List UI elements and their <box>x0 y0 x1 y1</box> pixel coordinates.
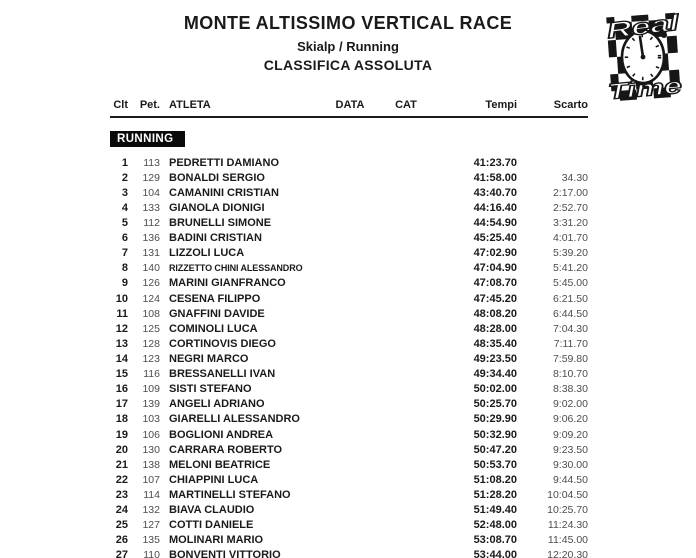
bib-cell: 135 <box>142 534 160 547</box>
time-cell: 45:25.40 <box>473 232 517 245</box>
time-cell: 41:58.00 <box>473 171 517 184</box>
bib-cell: 128 <box>142 337 160 350</box>
athlete-cell: GIARELLI ALESSANDRO <box>169 413 300 426</box>
time-cell: 47:04.90 <box>473 262 517 275</box>
time-cell: 51:28.20 <box>473 488 517 501</box>
bib-cell: 110 <box>143 549 160 558</box>
bib-cell: 140 <box>142 262 160 275</box>
rank-cell: 20 <box>115 443 128 456</box>
gap-cell: 5:39.20 <box>552 247 588 260</box>
table-row <box>110 246 588 261</box>
time-cell: 49:23.50 <box>473 352 517 365</box>
table-row <box>110 231 588 246</box>
realtime-logo <box>600 4 690 106</box>
table-row-partial <box>110 548 588 558</box>
gap-cell: 10:04.50 <box>547 488 588 501</box>
athlete-cell: CARRARA ROBERTO <box>169 443 283 456</box>
athlete-cell: CHIAPPINI LUCA <box>169 473 259 486</box>
table-row <box>110 215 588 230</box>
time-cell: 51:49.40 <box>473 504 517 517</box>
table-row <box>110 170 588 185</box>
rank-cell: 6 <box>121 232 128 245</box>
bib-cell: 133 <box>142 201 160 214</box>
time-cell: 41:23.70 <box>473 156 517 169</box>
gap-cell: 10:25.70 <box>547 504 588 517</box>
section-badge-running: RUNNING <box>110 131 185 147</box>
bib-cell: 138 <box>142 458 160 471</box>
table-row <box>110 306 588 321</box>
classification-title: CLASSIFICA ASSOLUTA <box>263 57 433 73</box>
time-cell: 47:45.20 <box>473 292 517 305</box>
gap-cell: 9:06.20 <box>552 413 588 426</box>
logo-text-time: Time <box>606 74 660 105</box>
rank-cell: 9 <box>121 277 128 290</box>
rank-cell: 8 <box>121 262 128 275</box>
gap-cell: 7:11.70 <box>553 337 588 350</box>
athlete-cell: MOLINARI MARIO <box>169 534 264 547</box>
table-header <box>110 99 588 118</box>
rank-cell: 27 <box>115 549 128 558</box>
table-row <box>110 261 588 276</box>
col-header-pet: Pet. <box>139 99 160 111</box>
gap-cell: 2:52.70 <box>552 201 588 214</box>
gap-cell: 5:45.00 <box>552 277 588 290</box>
table-row <box>110 472 588 487</box>
gap-cell: 34.30 <box>561 171 588 184</box>
col-header-atleta: ATLETA <box>169 99 211 111</box>
athlete-cell: COTTI DANIELE <box>169 519 254 532</box>
time-cell: 52:48.00 <box>473 519 517 532</box>
race-subtitle: Skialp / Running <box>297 39 399 54</box>
gap-cell: 9:09.20 <box>552 428 588 441</box>
rank-cell: 4 <box>121 201 128 214</box>
col-header-scarto: Scarto <box>553 99 588 111</box>
bib-cell: 136 <box>142 232 160 245</box>
table-row <box>110 442 588 457</box>
gap-cell: 9:23.50 <box>552 443 588 456</box>
rank-cell: 13 <box>115 337 128 350</box>
time-cell: 53:08.70 <box>473 534 517 547</box>
table-row <box>110 397 588 412</box>
athlete-cell: BIAVA CLAUDIO <box>169 504 255 517</box>
rank-cell: 22 <box>115 473 128 486</box>
time-cell: 47:08.70 <box>473 277 517 290</box>
bib-cell: 107 <box>142 473 160 486</box>
time-cell: 48:28.00 <box>473 322 517 335</box>
table-row <box>110 503 588 518</box>
gap-cell: 12:20.30 <box>547 549 588 558</box>
bib-cell: 116 <box>143 368 160 381</box>
athlete-cell: CESENA FILIPPO <box>169 292 261 305</box>
time-cell: 44:54.90 <box>473 216 517 229</box>
rank-cell: 16 <box>115 383 128 396</box>
table-row <box>110 367 588 382</box>
athlete-cell: NEGRI MARCO <box>169 352 249 365</box>
time-cell: 48:08.20 <box>473 307 517 320</box>
gap-cell: 9:44.50 <box>552 473 588 486</box>
athlete-cell: MELONI BEATRICE <box>169 458 271 471</box>
athlete-cell: SISTI STEFANO <box>169 383 252 396</box>
time-cell: 53:44.00 <box>473 549 517 558</box>
rank-cell: 15 <box>115 368 128 381</box>
col-header-clt: Clt <box>113 99 128 111</box>
rank-cell: 17 <box>115 398 128 411</box>
bib-cell: 132 <box>142 504 160 517</box>
bib-cell: 124 <box>142 292 160 305</box>
athlete-cell: CAMANINI CRISTIAN <box>169 186 279 199</box>
gap-cell: 8:38.30 <box>552 383 588 396</box>
bib-cell: 125 <box>142 322 160 335</box>
bib-cell: 108 <box>142 307 160 320</box>
bib-cell: 113 <box>143 156 160 169</box>
time-cell: 50:47.20 <box>473 443 517 456</box>
time-cell: 49:34.40 <box>473 368 517 381</box>
gap-cell: 9:02.00 <box>552 398 588 411</box>
bib-cell: 114 <box>143 488 160 501</box>
athlete-cell: BONVENTI VITTORIO <box>169 549 281 558</box>
athlete-cell: GIANOLA DIONIGI <box>169 201 265 214</box>
gap-cell: 7:04.30 <box>552 322 588 335</box>
rank-cell: 25 <box>115 519 128 532</box>
gap-cell: 7:59.80 <box>552 352 588 365</box>
table-row <box>110 276 588 291</box>
rank-cell: 24 <box>115 504 128 517</box>
athlete-cell: BONALDI SERGIO <box>169 171 265 184</box>
rank-cell: 12 <box>115 322 128 335</box>
gap-cell: 4:01.70 <box>552 232 588 245</box>
time-cell: 43:40.70 <box>473 186 517 199</box>
athlete-cell: BRESSANELLI IVAN <box>169 368 276 381</box>
bib-cell: 127 <box>142 519 160 532</box>
gap-cell: 11:45.00 <box>547 534 588 547</box>
col-header-data: DATA <box>335 99 365 111</box>
athlete-cell: MARTINELLI STEFANO <box>169 488 291 501</box>
table-row <box>110 382 588 397</box>
rank-cell: 14 <box>115 352 128 365</box>
rank-cell: 3 <box>121 186 128 199</box>
table-row <box>110 427 588 442</box>
time-cell: 47:02.90 <box>473 247 517 260</box>
rank-cell: 19 <box>115 428 128 441</box>
gap-cell: 3:31.20 <box>552 216 588 229</box>
time-cell: 50:02.00 <box>473 383 517 396</box>
table-row <box>110 351 588 366</box>
bib-cell: 139 <box>142 398 160 411</box>
bib-cell: 123 <box>142 352 160 365</box>
table-row <box>110 155 588 170</box>
time-cell: 50:32.90 <box>473 428 517 441</box>
checkered-flag-stopwatch-icon <box>600 4 690 106</box>
gap-cell: 6:44.50 <box>552 307 588 320</box>
rank-cell: 18 <box>115 413 128 426</box>
table-row <box>110 487 588 502</box>
bib-cell: 106 <box>142 428 160 441</box>
bib-cell: 109 <box>142 383 160 396</box>
athlete-cell: PEDRETTI DAMIANO <box>169 156 279 169</box>
table-row <box>110 412 588 427</box>
athlete-cell: CORTINOVIS DIEGO <box>169 337 276 350</box>
table-row <box>110 457 588 472</box>
bib-cell: 103 <box>142 413 160 426</box>
rank-cell: 2 <box>121 171 128 184</box>
time-cell: 50:53.70 <box>473 458 517 471</box>
rank-cell: 5 <box>121 216 128 229</box>
table-row <box>110 518 588 533</box>
logo-text-real: Real <box>605 12 655 44</box>
rank-cell: 7 <box>121 247 128 260</box>
table-row <box>110 185 588 200</box>
col-header-tempi: Tempi <box>485 99 517 111</box>
bib-cell: 131 <box>142 247 160 260</box>
athlete-cell: BOGLIONI ANDREA <box>169 428 274 441</box>
athlete-cell: MARINI GIANFRANCO <box>169 277 286 290</box>
bib-cell: 112 <box>143 216 160 229</box>
time-cell: 51:08.20 <box>473 473 517 486</box>
gap-cell: 9:30.00 <box>552 458 588 471</box>
gap-cell: 6:21.50 <box>552 292 588 305</box>
athlete-cell: LIZZOLI LUCA <box>169 247 245 260</box>
rank-cell: 1 <box>121 156 128 169</box>
table-row <box>110 200 588 215</box>
athlete-cell: ANGELI ADRIANO <box>169 398 265 411</box>
rank-cell: 21 <box>115 458 128 471</box>
athlete-cell: COMINOLI LUCA <box>169 322 258 335</box>
rank-cell: 10 <box>115 292 128 305</box>
table-row <box>110 291 588 306</box>
rank-cell: 11 <box>116 307 128 320</box>
gap-cell: 5:41.20 <box>552 262 588 275</box>
results-list <box>110 155 588 558</box>
time-cell: 48:35.40 <box>473 337 517 350</box>
rank-cell: 26 <box>115 534 128 547</box>
athlete-cell: BADINI CRISTIAN <box>169 232 262 245</box>
gap-cell: 2:17.00 <box>552 186 588 199</box>
bib-cell: 104 <box>142 186 160 199</box>
athlete-cell: GNAFFINI DAVIDE <box>169 307 265 320</box>
bib-cell: 126 <box>142 277 160 290</box>
athlete-cell: RIZZETTO CHINI ALESSANDRO <box>169 263 303 274</box>
col-header-cat: CAT <box>395 99 417 111</box>
table-row <box>110 336 588 351</box>
time-cell: 44:16.40 <box>473 201 517 214</box>
rank-cell: 23 <box>115 488 128 501</box>
time-cell: 50:29.90 <box>473 413 517 426</box>
table-row <box>110 321 588 336</box>
bib-cell: 130 <box>142 443 160 456</box>
time-cell: 50:25.70 <box>473 398 517 411</box>
bib-cell: 129 <box>142 171 160 184</box>
table-row <box>110 533 588 548</box>
gap-cell: 11:24.30 <box>547 519 588 532</box>
gap-cell: 8:10.70 <box>552 368 588 381</box>
page-title: MONTE ALTISSIMO VERTICAL RACE <box>183 13 513 33</box>
athlete-cell: BRUNELLI SIMONE <box>169 216 272 229</box>
